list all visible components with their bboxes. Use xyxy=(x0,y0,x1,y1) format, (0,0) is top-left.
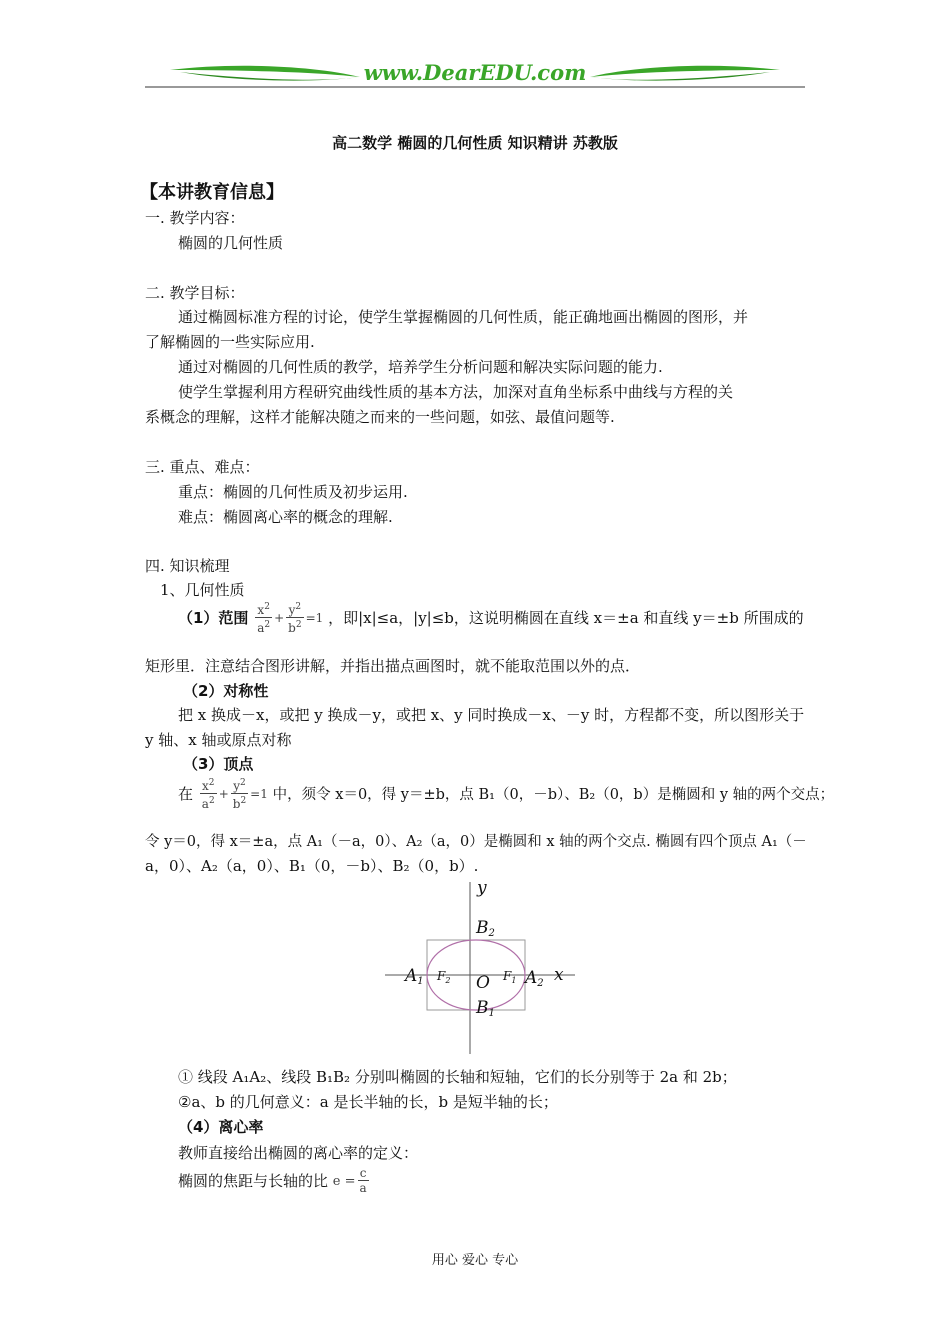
page-footer: 用心 爱心 专心 xyxy=(431,1253,519,1268)
ellipse-equation: $\frac{x^2}{a^2}$ + $\frac{y^2}{b^2}$ =1 xyxy=(257,602,324,635)
ecc-line1: 教师直接给出椭圆的离心率的定义： xyxy=(178,1144,419,1162)
s2-p2: 通过对椭圆的几何性质的教学，培养学生分析问题和解决实际问题的能力. xyxy=(178,358,663,376)
page-title: 高二数学 椭圆的几何性质 知识精讲 苏教版 xyxy=(332,134,618,152)
range-line xyxy=(178,600,804,635)
vertex-b2-label: $B_2$ xyxy=(476,918,495,939)
s3-hard: 难点：椭圆离心率的概念的理解. xyxy=(178,508,393,526)
focus-f2-label: $F_2$ xyxy=(437,969,451,985)
ecc-line2: 椭圆的焦距与长轴的比 e = $\frac{c}{a}$ xyxy=(178,1166,371,1195)
vertex-line1: 在 $\frac{x^2}{a^2}$ + $\frac{y^2}{b^2}$ =1 中，须令 x＝0，得 y＝±b，点 B₁（0，－b）、B₂（0，b）是椭圆和 y 轴的两个交点； xyxy=(178,778,835,811)
s2-p1-line1: 通过椭圆标准方程的讨论，使学生掌握椭圆的几何性质，能正确地画出椭圆的图形，并 xyxy=(178,308,749,326)
x-axis-label: x xyxy=(554,965,564,985)
s1-heading: 一. 教学内容： xyxy=(145,209,245,227)
range-line2: 矩形里．注意结合图形讲解，并指出描点画图时，就不能取范围以外的点． xyxy=(145,657,641,675)
header-logo xyxy=(145,58,805,92)
s4-heading: 四. 知识梳理 xyxy=(145,557,230,575)
origin-label: O xyxy=(476,973,490,993)
symmetry-line1: 把 x 换成－x，或把 y 换成－y，或把 x、y 同时换成－x、－y 时，方程都不变，所以图形关于 xyxy=(178,706,805,724)
range-text: ，即|x|≤a，|y|≤b，这说明椭圆在直线 x＝±a 和直线 y＝±b 所围成的 xyxy=(328,609,804,627)
vertex-b1-label: $B_1$ xyxy=(476,998,495,1019)
s3-heading: 三. 重点、难点： xyxy=(145,458,260,476)
note-2: ②a、b 的几何意义：a 是长半轴的长，b 是短半轴的长； xyxy=(178,1093,558,1111)
range-label: （1）范围 xyxy=(178,609,249,627)
s2-p1-line2: 了解椭圆的一些实际应用. xyxy=(145,333,315,351)
s2-p3-line1: 使学生掌握利用方程研究曲线性质的基本方法，加深对直角坐标系中曲线与方程的关 xyxy=(178,383,734,401)
section-heading: 【本讲教育信息】 xyxy=(140,182,284,203)
eccentricity-formula: e = $\frac{c}{a}$ xyxy=(332,1166,367,1195)
symmetry-label: （2）对称性 xyxy=(183,682,269,700)
y-axis-label: y xyxy=(477,878,487,898)
ellipse-figure xyxy=(385,878,575,1056)
vertex-line2: 令 y＝0，得 x＝±a，点 A₁（－a，0）、A₂（a，0）是椭圆和 x 轴的两个交点. 椭圆有四个顶点 A₁（－ xyxy=(145,834,807,850)
s2-p3-line2: 系概念的理解，这样才能解决随之而来的一些问题，如弦、最值问题等. xyxy=(145,408,615,426)
vertex-a1-label: $A_1$ xyxy=(405,966,424,987)
vertex-label: （3）顶点 xyxy=(183,755,254,773)
s2-heading: 二. 教学目标： xyxy=(145,284,245,302)
vertex-a2-label: $A_2$ xyxy=(525,968,544,989)
s4-sub1: 1、几何性质 xyxy=(160,581,245,599)
note-1: ① 线段 A₁A₂、线段 B₁B₂ 分别叫椭圆的长轴和短轴，它们的长分别等于 2a 和 2b； xyxy=(178,1068,737,1086)
ellipse-equation-2: $\frac{x^2}{a^2}$ + $\frac{y^2}{b^2}$ =1 xyxy=(201,778,268,811)
symmetry-line2: y 轴、x 轴或原点对称 xyxy=(145,731,292,749)
vertex-line3: a，0）、A₂（a，0）、B₁（0，－b）、B₂（0，b）. xyxy=(145,857,479,875)
s3-key: 重点：椭圆的几何性质及初步运用. xyxy=(178,483,408,501)
site-logo-text: www.DearEDU.com xyxy=(363,60,587,85)
eccentricity-label: （4）离心率 xyxy=(178,1118,264,1136)
s1-body: 椭圆的几何性质 xyxy=(178,234,284,252)
focus-f1-label: $F_1$ xyxy=(503,969,517,985)
